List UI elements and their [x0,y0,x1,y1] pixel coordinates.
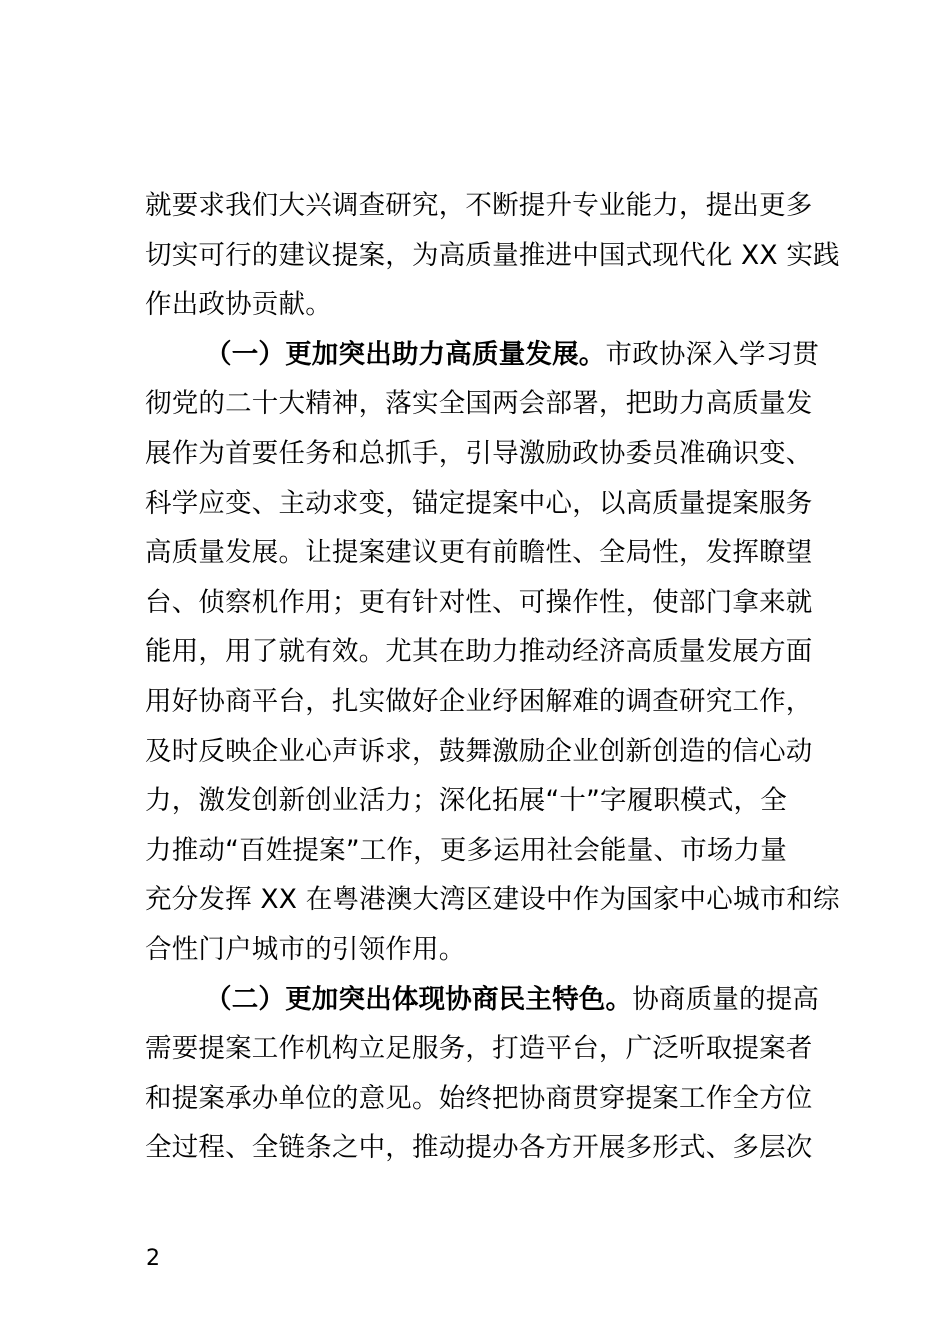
text-line: 全过程、全链条之中，推动提办各方开展多形式、多层次 [145,1132,813,1164]
text-line: 合性门户城市的引领作用。 [145,933,466,965]
text-line: 高质量发展。让提案建议更有前瞻性、全局性，发挥瞭望 [145,537,813,569]
section-2-paragraph [145,975,820,1173]
section-2-first-line-text: 协商质量的提高 [632,983,820,1015]
text-line: 力推动“百姓提案”工作，更多运用社会能量、市场力量 [145,834,787,866]
section-1-first-line-text: 市政协深入学习贯 [605,338,820,370]
document-body [145,181,840,1173]
text-line: 需要提案工作机构立足服务，打造平台，广泛听取提案者 [145,1033,813,1065]
section-2-first-line [145,975,820,1025]
page-number: 2 [146,1246,160,1271]
section-1-first-line [145,330,820,380]
text-line: 彻党的二十大精神，落实全国两会部署，把助力高质量发 [145,388,813,420]
text-line: 力，激发创新创业活力；深化拓展“十”字履职模式，全 [145,785,787,817]
text-line: 用好协商平台，扎实做好企业纾困解难的调查研究工作， [145,685,813,717]
text-line: 切实可行的建议提案，为高质量推进中国式现代化 XX 实践 [145,239,840,271]
section-1-heading: （一）更加突出助力高质量发展。 [205,338,606,370]
text-line: 和提案承办单位的意见。始终把协商贯穿提案工作全方位 [145,1082,813,1114]
text-line: 及时反映企业心声诉求，鼓舞激励企业创新创造的信心动 [145,735,813,767]
text-line: 能用，用了就有效。尤其在助力推动经济高质量发展方面 [145,636,813,668]
text-line: 台、侦察机作用；更有针对性、可操作性，使部门拿来就 [145,586,813,618]
text-line: 充分发挥 XX 在粤港澳大湾区建设中作为国家中心城市和综 [145,884,840,916]
text-line: 科学应变、主动求变，锚定提案中心，以高质量提案服务 [145,487,813,519]
intro-paragraph [145,181,840,330]
section-1-paragraph [145,330,840,975]
text-line: 展作为首要任务和总抓手，引导激励政协委员准确识变、 [145,437,813,469]
text-line: 就要求我们大兴调查研究，不断提升专业能力，提出更多 [145,190,813,221]
section-2-heading: （二）更加突出体现协商民主特色。 [205,983,633,1015]
text-line: 作出政协贡献。 [145,289,332,321]
